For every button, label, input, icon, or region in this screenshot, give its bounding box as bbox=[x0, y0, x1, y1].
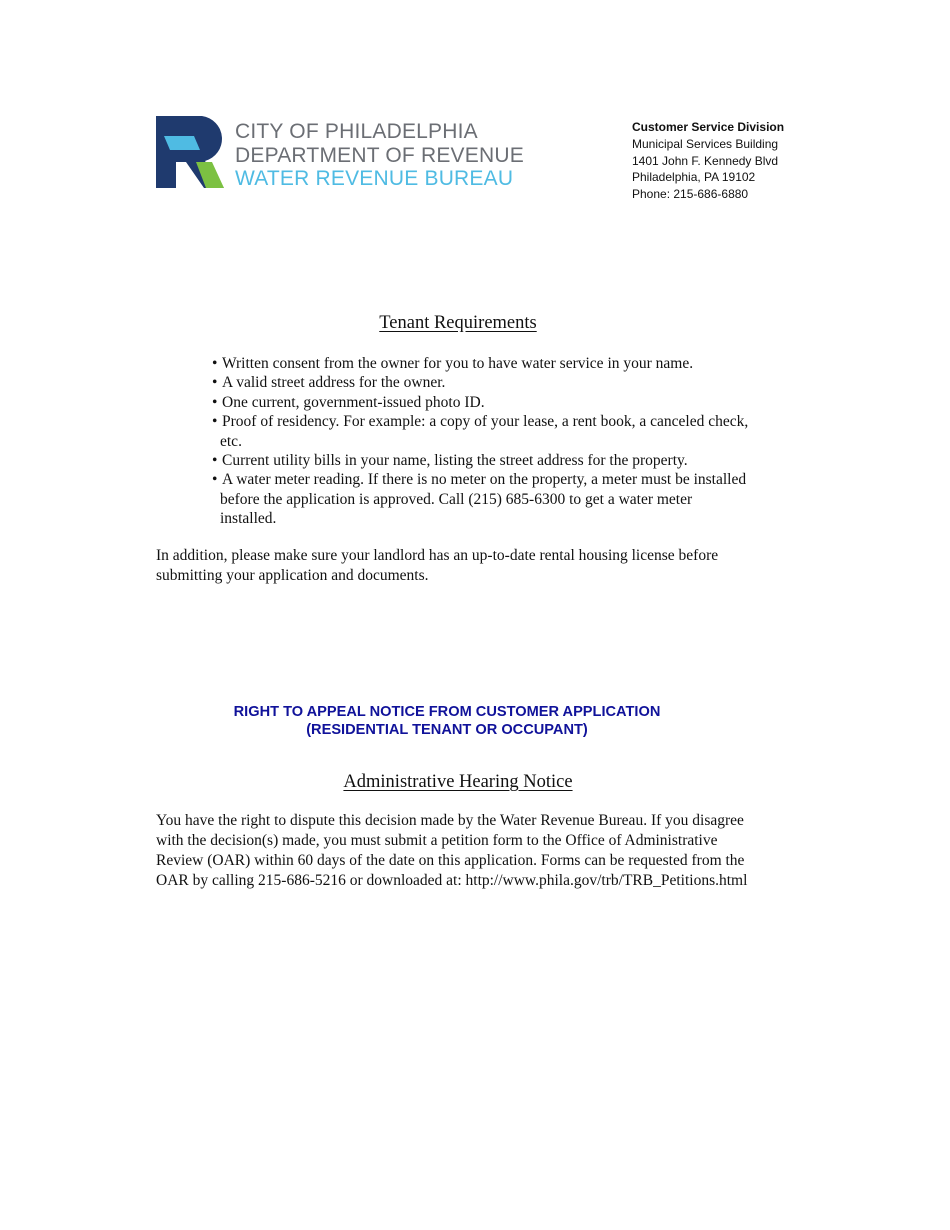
logo-line-city: CITY OF PHILADELPHIA bbox=[235, 120, 478, 143]
contact-city: Philadelphia, PA 19102 bbox=[632, 170, 756, 185]
list-item: • Proof of residency. For example: a copy of your lease, a rent book, a canceled check, etc. bbox=[212, 412, 752, 451]
contact-street: 1401 John F. Kennedy Blvd bbox=[632, 153, 779, 168]
logo-wordmark bbox=[235, 120, 524, 191]
tenant-requirements-list bbox=[212, 354, 752, 529]
list-item: • One current, government-issued photo ID. bbox=[212, 393, 752, 412]
contact-division-title: Customer Service Division bbox=[632, 120, 785, 134]
contact-block bbox=[632, 119, 784, 203]
list-item: • Written consent from the owner for you to have water service in your name. bbox=[212, 354, 752, 373]
appeal-notice-title bbox=[0, 704, 894, 739]
landlord-license-paragraph: In addition, please make sure your landlord has an up-to-date rental housing license before submitting your application and documents. bbox=[156, 547, 719, 584]
appeal-title-line-1: RIGHT TO APPEAL NOTICE FROM CUSTOMER APPLICATION bbox=[233, 704, 661, 720]
list-item: • A valid street address for the owner. bbox=[212, 373, 752, 392]
hearing-notice-paragraph: You have the right to dispute this decision made by the Water Revenue Bureau. If you disagree with the decision(s) made, you must submit a petition form to the Office of Administrative Review (OAR) within 60 days of the date on this application. Forms can be requested from the OAR by calling 215-686-5216 or downloaded at: http://www.phila.gov/trb/TRB_Petitions.html bbox=[156, 812, 748, 889]
appeal-title-line-2: (RESIDENTIAL TENANT OR OCCUPANT) bbox=[306, 721, 588, 738]
list-item: • A water meter reading. If there is no meter on the property, a meter must be installed before the application is approved. Call (215) 685-6300 to get a water meter installed. bbox=[212, 470, 752, 528]
administrative-hearing-heading: Administrative Hearing Notice bbox=[343, 772, 573, 792]
contact-phone: Phone: 215-686-6880 bbox=[632, 187, 749, 202]
list-item: • Current utility bills in your name, listing the street address for the property. bbox=[212, 451, 752, 470]
contact-building: Municipal Services Building bbox=[632, 136, 779, 151]
logo-line-bureau: WATER REVENUE BUREAU bbox=[235, 167, 514, 190]
logo-line-department: DEPARTMENT OF REVENUE bbox=[235, 143, 524, 167]
philadelphia-revenue-logo-icon bbox=[156, 116, 226, 188]
tenant-requirements-heading: Tenant Requirements bbox=[379, 313, 537, 333]
